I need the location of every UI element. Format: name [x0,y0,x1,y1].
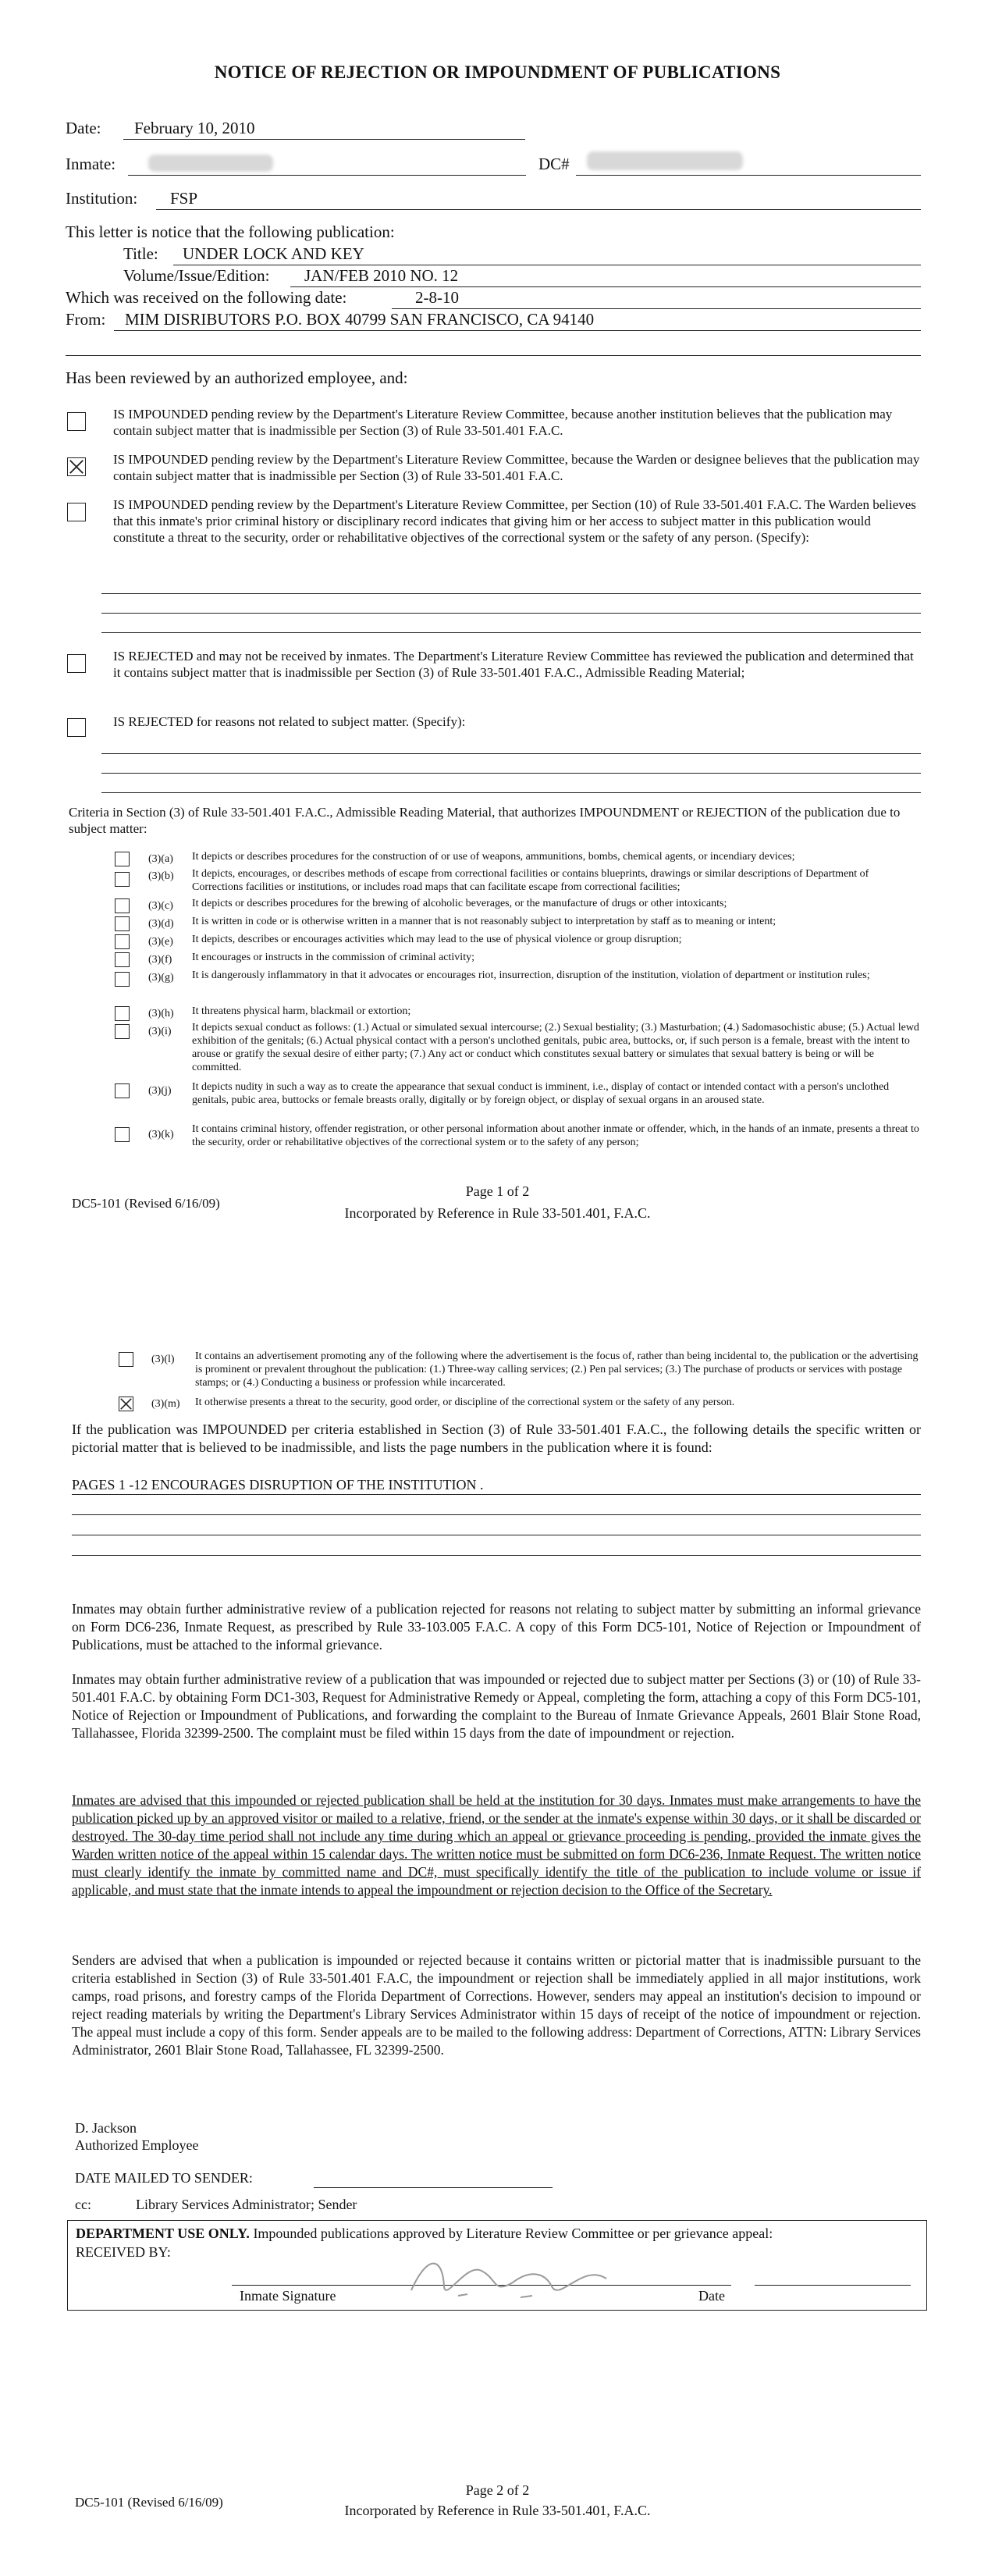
page-separator [0,1249,995,1280]
signer-title: Authorized Employee [75,2137,199,2153]
page-1 [0,0,995,1249]
criteria-i-code: (3)(i) [148,1026,172,1037]
inmate-label: Inmate: [66,155,116,173]
page-2 [0,1280,995,2576]
criteria-h-checkbox[interactable] [115,1006,130,1021]
option-2-checkbox[interactable] [67,457,86,476]
criteria-m-text: It otherwise presents a threat to the security, good order, or discipline of the correctional system or the safety of any person. [195,1397,735,1408]
criteria-b-checkbox[interactable] [115,872,130,887]
inmate-name-redaction [148,155,273,172]
criteria-d-text: It is written in code or is otherwise written in a manner that is not reasonably subject to interpretation by staff as to meaning or intent; [192,916,776,927]
option-1-text: IS IMPOUNDED pending review by the Department's Literature Review Committee, because another institution believes that the publication may contain subject matter that is inadmissible per Section (3) of Rule 33-501.401 F.A.C. [113,407,893,438]
department-use-heading: DEPARTMENT USE ONLY. [76,2226,250,2241]
criteria-i-checkbox[interactable] [115,1024,130,1039]
notice-line: This letter is notice that the following publication: [66,222,395,241]
criteria-i-text: It depicts sexual conduct as follows: (1.) Actual or simulated sexual intercourse; (2.) Sexual bestiality; (3.) Masturbation; (4.) Sadomasochistic abuse; (5.) Actual lewd exhibition of the genitals; (6.) Actual physical contact with a person's unclothed genitals, pubic area, buttocks, or, if such person is a female, breast with the intent to arouse or gratify the sexual desire of either party; (7.) Any act or conduct which constitutes sexual battery or simulates that sexual battery is being or will be committed. [192,1022,919,1073]
criteria-b-text: It depicts, encourages, or describes methods of escape from correctional facilities or contains blueprints, drawings or similar descriptions of Department of Corrections facilities or institutions, or includes road maps that can facilitate escape from correctional facilities; [192,868,869,893]
from-label: From: [66,310,106,329]
option-2-text: IS IMPOUNDED pending review by the Department's Literature Review Committee, because the Warden or designee believes that the publication may contain subject matter that is inadmissible per Section (3) of Rule 33-501.401 F.A.C. [113,452,920,483]
option-3-text: IS IMPOUNDED pending review by the Department's Literature Review Committee, per Section (10) of Rule 33-501.401 F.A.C. The Warden believes that this inmate's prior criminal history or disciplinary record indicates that giving him or her access to subject matter in this publication would constitute a threat to the security, order or rehabilitative objectives of the correctional system or the safety of any person. (Specify): [113,497,916,545]
criteria-h-code: (3)(h) [148,1008,174,1019]
institution-value: FSP [170,189,198,208]
impound-detail-value: PAGES 1 -12 ENCOURAGES DISRUPTION OF THE INSTITUTION . [72,1477,484,1493]
criteria-l-checkbox[interactable] [119,1352,133,1367]
institution-label: Institution: [66,189,138,208]
option-4-checkbox[interactable] [67,654,86,673]
date-mailed-label: DATE MAILED TO SENDER: [75,2170,253,2186]
department-use-box [67,2220,927,2311]
option-3-checkbox[interactable] [67,503,86,521]
option-5-text: IS REJECTED for reasons not related to subject matter. (Specify): [113,714,466,729]
paragraph-administrative-review: Inmates may obtain further administrative review of a publication that was impounded or rejected due to subject matter per Sections (3) or (10) of Rule 33-501.401 F.A.C. by obtaining Form DC1-303, Request for Administrative Remedy or Appeal, completing the form, attaching a copy of this Form DC5-101, Notice of Rejection or Impoundment of Publications, and forwarding the complaint to the Bureau of Inmate Grievance Appeals, 2601 Blair Stone Road, Tallahassee, Florida 32399-2500. The complaint must be filed within 15 days from the date of impoundment or rejection. [72,1671,921,1741]
volume-value: JAN/FEB 2010 NO. 12 [304,266,459,285]
criteria-h-text: It threatens physical harm, blackmail or extortion; [192,1005,411,1017]
criteria-e-code: (3)(e) [148,936,173,948]
inmate-signature-label: Inmate Signature [240,2288,336,2304]
criteria-d-checkbox[interactable] [115,916,130,931]
criteria-g-text: It is dangerously inflammatory in that it advocates or encourages riot, insurrection, disruption of the institution, violation of department or institution rules; [192,970,870,981]
reviewed-line: Has been reviewed by an authorized employee, and: [66,368,408,387]
option-5-checkbox[interactable] [67,718,86,737]
criteria-c-code: (3)(c) [148,900,173,912]
criteria-k-text: It contains criminal history, offender registration, or other personal information about another inmate or offender, which, in the hands of an inmate, presents a threat to the security, order or rehabilitative objectives of the correctional system or to the safety of any person; [192,1123,919,1148]
criteria-a-code: (3)(a) [148,853,173,865]
date-label-2: Date [698,2288,725,2304]
form-number-2: DC5-101 (Revised 6/16/09) [75,2495,223,2510]
option-4-text: IS REJECTED and may not be received by inmates. The Department's Literature Review Committee has reviewed the publication and determined that it contains subject matter that is inadmissible per Section (3) of Rule 33-501.401 F.A.C., Admissible Reading Material; [113,649,914,680]
received-date-value: 2-8-10 [415,288,459,307]
page-number: Page 1 of 2 [465,1183,530,1199]
criteria-g-checkbox[interactable] [115,972,130,987]
criteria-a-checkbox[interactable] [115,852,130,866]
criteria-g-code: (3)(g) [148,972,174,984]
cc-label: cc: [75,2197,91,2212]
inmate-signature-scribble [396,2247,622,2318]
option-1-checkbox[interactable] [67,412,86,431]
document-title: NOTICE OF REJECTION OR IMPOUNDMENT OF PUBLICATIONS [214,62,781,82]
criteria-f-text: It encourages or instructs in the commission of criminal activity; [192,952,474,963]
paragraph-informal-grievance: Inmates may obtain further administrative review of a publication rejected for reasons not relating to subject matter by submitting an informal grievance on Form DC6-236, Inmate Request, as prescribed by Rule 33-103.005 F.A.C. A copy of this Form DC5-101, Notice of Rejection or Impoundment of Publications, must be attached to the informal grievance. [72,1601,921,1653]
from-value: MIM DISRIBUTORS P.O. BOX 40799 SAN FRANCISCO, CA 94140 [125,310,595,329]
dc-label: DC# [538,155,570,173]
criteria-b-code: (3)(b) [148,870,174,882]
paragraph-holding-period: Inmates are advised that this impounded or rejected publication shall be held at the institution for 30 days. Inmates must make arrangements to have the publication picked up by an approved visitor or mailed to a relative, friend, or the sender at the inmate's expense within 30 days, or it shall be discarded or destroyed. The 30-day time period shall not include any time during which an appeal or grievance proceeding is pending, provided the inmate gives the Warden written notice of the appeal within 15 calendar days. The written notice must be submitted on form DC6-236, Inmate Request. The written notice must clearly identify the inmate by committed name and DC#, must specifically identify the title of the publication to include volume or issue if applicable, and must state that the inmate intends to appeal the impoundment or rejection decision to the Office of the Secretary. [72,1792,921,1898]
criteria-intro: Criteria in Section (3) of Rule 33-501.401 F.A.C., Admissible Reading Material, that authorizes IMPOUNDMENT or REJECTION of the publication due to subject matter: [69,805,901,836]
criteria-e-checkbox[interactable] [115,934,130,949]
criteria-c-text: It depicts or describes procedures for the brewing of alcoholic beverages, or the manufacture of drugs or other intoxicants; [192,898,727,909]
criteria-j-text: It depicts nudity in such a way as to create the appearance that sexual conduct is imminent, i.e., display of contact or intended contact with a person's unclothed genitals, pubic area, buttocks or female breasts orally, digitally or by foreign object, or display of sexual organs in an aroused state. [192,1081,890,1106]
criteria-j-code: (3)(j) [148,1085,172,1097]
department-use-description: Impounded publications approved by Literature Review Committee or per grievance appeal: [253,2226,773,2241]
criteria-m-code: (3)(m) [151,1398,180,1410]
criteria-f-checkbox[interactable] [115,952,130,967]
criteria-f-code: (3)(f) [148,954,172,966]
volume-label: Volume/Issue/Edition: [123,266,270,285]
cc-value: Library Services Administrator; Sender [136,2197,357,2212]
criteria-c-checkbox[interactable] [115,898,130,913]
criteria-l-code: (3)(l) [151,1354,175,1365]
incorporated-note: Incorporated by Reference in Rule 33-501.401, F.A.C. [344,1205,651,1221]
criteria-k-code: (3)(k) [148,1129,174,1140]
paragraph-senders: Senders are advised that when a publication is impounded or rejected because it contains written or pictorial matter that is inadmissible pursuant to the criteria established in Section (3) of Rule 33-501.401 F.A.C, the impoundment or rejection shall be immediately applied in all major institutions, work camps, road prisons, and forestry camps of the Florida Department of Corrections. However, senders may appeal an institution's decision to impound or reject reading materials by writing the Department's Library Services Administrator within 15 days of receipt of the notice of impoundment or rejection. The appeal must include a copy of this form. Sender appeals are to be mailed to the following address: Department of Corrections, ATTN: Library Services Administrator, 2601 Blair Stone Road, Tallahassee, FL 32399-2500. [72,1952,921,2058]
dc-number-redaction [587,151,743,170]
impound-detail-intro: If the publication was IMPOUNDED per criteria established in Section (3) of Rule 33-501.401 F.A.C., the following details the specific written or pictorial matter that is believed to be inadmissible, and lists the page numbers in the publication where it is found: [72,1421,921,1455]
incorporated-note-2: Incorporated by Reference in Rule 33-501.401, F.A.C. [344,2503,651,2518]
signer-name: D. Jackson [75,2120,137,2136]
date-value: February 10, 2010 [134,119,255,137]
criteria-e-text: It depicts, describes or encourages activities which may lead to the use of physical violence or group disruption; [192,934,682,945]
publication-title: UNDER LOCK AND KEY [183,244,364,263]
criteria-k-checkbox[interactable] [115,1127,130,1142]
criteria-d-code: (3)(d) [148,918,174,930]
received-date-label: Which was received on the following date: [66,288,347,307]
criteria-l-text: It contains an advertisement promoting any of the following where the advertisement is the focus of, rather than being incidental to, the publication or the advertising is prominent or prevalent throughout the publication: (1.) Three-way calling services; (2.) Pen pal services; (3.) The purchase of products or services with postage stamps; or (4.) Conducting a business or profession while incarcerated. [195,1350,919,1389]
form-number: DC5-101 (Revised 6/16/09) [72,1196,220,1211]
date-label: Date: [66,119,101,137]
criteria-j-checkbox[interactable] [115,1083,130,1098]
criteria-a-text: It depicts or describes procedures for the construction of or use of weapons, ammunitions, bombs, chemical agents, or incendiary devices; [192,851,795,863]
received-by-label: RECEIVED BY: [76,2244,171,2260]
page-number-2: Page 2 of 2 [465,2482,530,2498]
title-label: Title: [123,244,158,263]
criteria-m-checkbox[interactable] [119,1397,133,1411]
